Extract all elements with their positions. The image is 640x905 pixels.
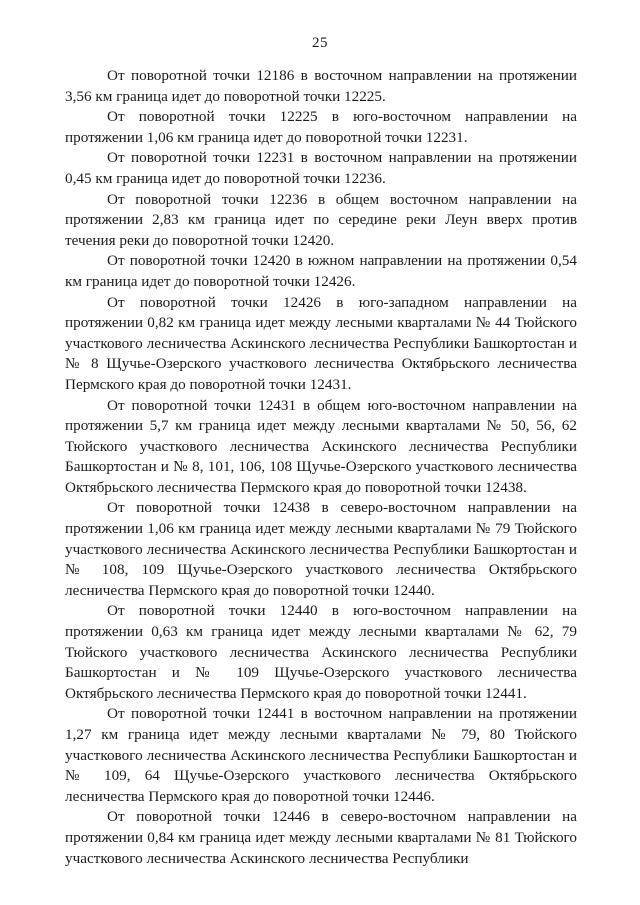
- paragraph-12438: От поворотной точки 12438 в северо-восточном направлении на протяжении 1,06 км граница идет между лесными кварталами № 79 Тюйского участкового лесничества Аскинского лесничества Республики Башкортостан и № 108, 109 Щучье-Озерского участкового лесничества Октябрьского лесничества Пермского края до поворотной точки 12440.: [65, 499, 577, 599]
- paragraph-12231: От поворотной точки 12231 в восточном направлении на протяжении 0,45 км граница идет до поворотной точки 12236.: [65, 149, 577, 187]
- paragraph-12446: От поворотной точки 12446 в северо-восточном направлении на протяжении 0,84 км граница идет между лесными кварталами № 81 Тюйского участкового лесничества Аскинского лесничества Республики: [65, 808, 577, 867]
- paragraph-12225: От поворотной точки 12225 в юго-восточном направлении на протяжении 1,06 км граница идет до поворотной точки 12231.: [65, 108, 577, 146]
- page-number: 25: [312, 35, 328, 51]
- paragraph-12441: От поворотной точки 12441 в восточном направлении на протяжении 1,27 км граница идет между лесными кварталами № 79, 80 Тюйского участкового лесничества Аскинского лесничества Республики Башкортостан и № 109, 64 Щучье-Озерского участкового лесничества Октябрьского лесничества Пермского края до поворотной точки 12446.: [65, 705, 577, 805]
- document-body: [65, 66, 577, 869]
- paragraph-12440: От поворотной точки 12440 в юго-восточном направлении на протяжении 0,63 км граница идет между лесными кварталами № 62, 79 Тюйского участкового лесничества Аскинского лесничества Республики Башкортостан и № 109 Щучье-Озерского участкового лесничества Октябрьского лесничества Пермского края до поворотной точки 12441.: [65, 602, 577, 702]
- paragraph-12186: От поворотной точки 12186 в восточном направлении на протяжении 3,56 км граница идет до поворотной точки 12225.: [65, 67, 577, 105]
- paragraph-12431: От поворотной точки 12431 в общем юго-восточном направлении на протяжении 5,7 км граница идет между лесными кварталами № 50, 56, 62 Тюйского участкового лесничества Аскинского лесничества Республики Башкортостан и № 8, 101, 106, 108 Щучье-Озерского участкового лесничества Октябрьского лесничества Пермского края до поворотной точки 12438.: [65, 396, 577, 496]
- paragraph-12236: От поворотной точки 12236 в общем восточном направлении на протяжении 2,83 км граница идет по середине реки Леун вверх против течения реки до поворотной точки 12420.: [65, 190, 577, 249]
- paragraph-12420: От поворотной точки 12420 в южном направлении на протяжении 0,54 км граница идет до поворотной точки 12426.: [65, 252, 577, 290]
- paragraph-12426: От поворотной точки 12426 в юго-западном направлении на протяжении 0,82 км граница идет между лесными кварталами № 44 Тюйского участкового лесничества Аскинского лесничества Республики Башкортостан и № 8 Щучье-Озерского участкового лесничества Октябрьского лесничества Пермского края до поворотной точки 12431.: [65, 293, 577, 393]
